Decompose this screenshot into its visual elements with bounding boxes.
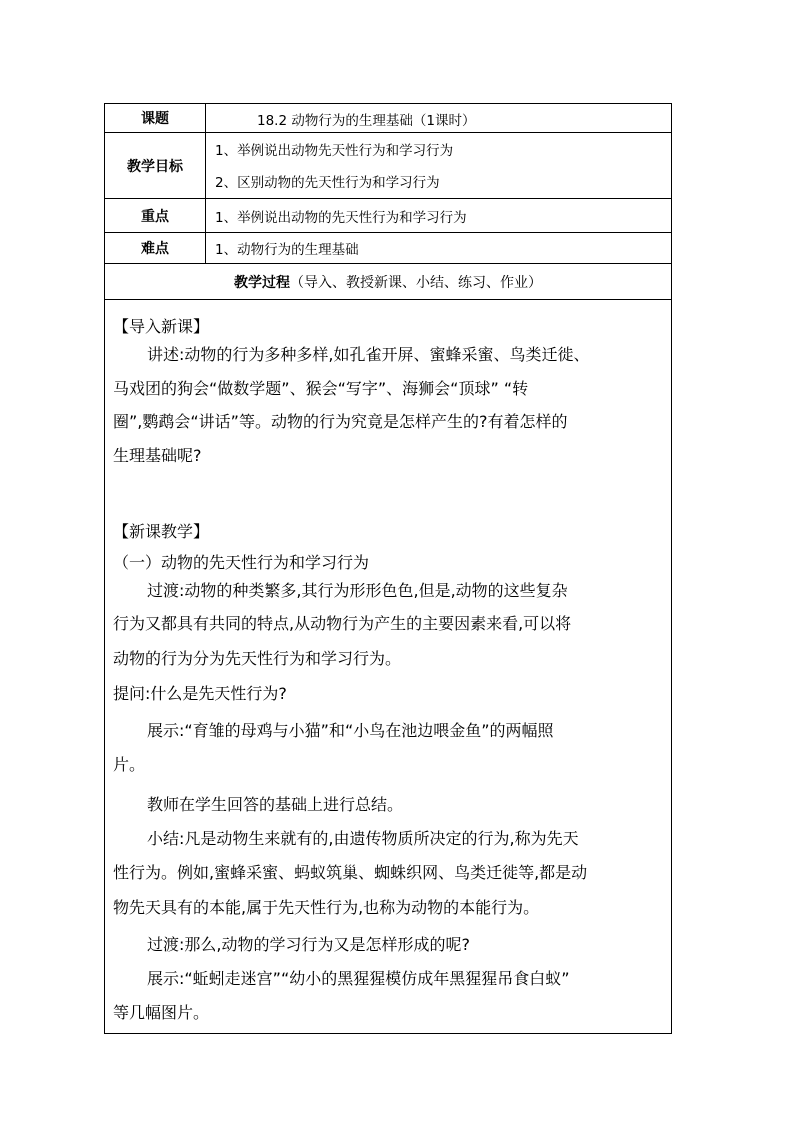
transition-line: 行为又都具有共同的特点,从动物行为产生的主要因素来看,可以将 [113, 614, 572, 633]
key-label: 重点 [105, 199, 206, 232]
question-line: 提问:什么是先天性行为? [113, 684, 287, 703]
difficulty-value: 1、动物行为的生理基础 [215, 242, 359, 258]
topic-value: 18.2 动物行为的生理基础（1课时） [257, 113, 476, 129]
process-label: 教学过程 [234, 274, 290, 291]
intro-line: 圈”,鹦鹉会“讲话”等。动物的行为究竟是怎样产生的?有着怎样的 [113, 412, 568, 431]
objectives-row [105, 133, 671, 199]
summary-line: 小结:凡是动物生来就有的,由遗传物质所决定的行为,称为先天 [147, 829, 579, 848]
summary-line: 物先天具有的本能,属于先天性行为,也称为动物的本能行为。 [113, 898, 540, 917]
key-row [105, 199, 671, 233]
topic-label: 课题 [105, 104, 206, 132]
transition-line: 动物的行为分为先天性行为和学习行为。 [113, 649, 402, 668]
new-lesson-heading: 【新课教学】 [113, 522, 210, 541]
intro-line: 马戏团的狗会“做数学题”、猴会“写字”、海狮会“顶球” “转 [113, 379, 529, 398]
show-line: 片。 [113, 755, 146, 774]
topic-row [105, 104, 671, 133]
process-row [105, 264, 671, 300]
objective-item: 2、区别动物的先天性行为和学习行为 [215, 175, 440, 191]
key-value: 1、举例说出动物的先天性行为和学习行为 [215, 210, 467, 226]
summary-line: 性行为。例如,蜜蜂采蜜、蚂蚁筑巢、蜘蛛织网、鸟类迁徙等,都是动 [113, 863, 588, 882]
transition-line: 过渡:动物的种类繁多,其行为形形色色,但是,动物的这些复杂 [147, 581, 568, 600]
intro-line: 讲述:动物的行为多种多样,如孔雀开屏、蜜蜂采蜜、鸟类迁徙、 [147, 345, 590, 364]
transition2-line: 过渡:那么,动物的学习行为又是怎样形成的呢? [147, 935, 470, 954]
section-title: （一）动物的先天性行为和学习行为 [113, 553, 370, 572]
lesson-plan-table [104, 103, 672, 1034]
objectives-label: 教学目标 [105, 133, 206, 198]
show-line: 展示:“育雏的母鸡与小猫”和“小鸟在池边喂金鱼”的两幅照 [147, 721, 554, 740]
process-note: （导入、教授新课、小结、练习、作业） [290, 274, 542, 291]
teacher-summary: 教师在学生回答的基础上进行总结。 [147, 795, 404, 814]
difficulty-row [105, 233, 671, 264]
show2-line: 等几幅图片。 [113, 1003, 210, 1022]
intro-heading: 【导入新课】 [113, 317, 210, 336]
process-content [105, 300, 671, 1033]
show2-line: 展示:“蚯蚓走迷宫”“幼小的黑猩猩模仿成年黑猩猩吊食白蚁” [147, 969, 570, 988]
objective-item: 1、举例说出动物先天性行为和学习行为 [215, 143, 454, 159]
intro-line: 生理基础呢? [113, 446, 202, 465]
difficulty-label: 难点 [105, 233, 206, 263]
